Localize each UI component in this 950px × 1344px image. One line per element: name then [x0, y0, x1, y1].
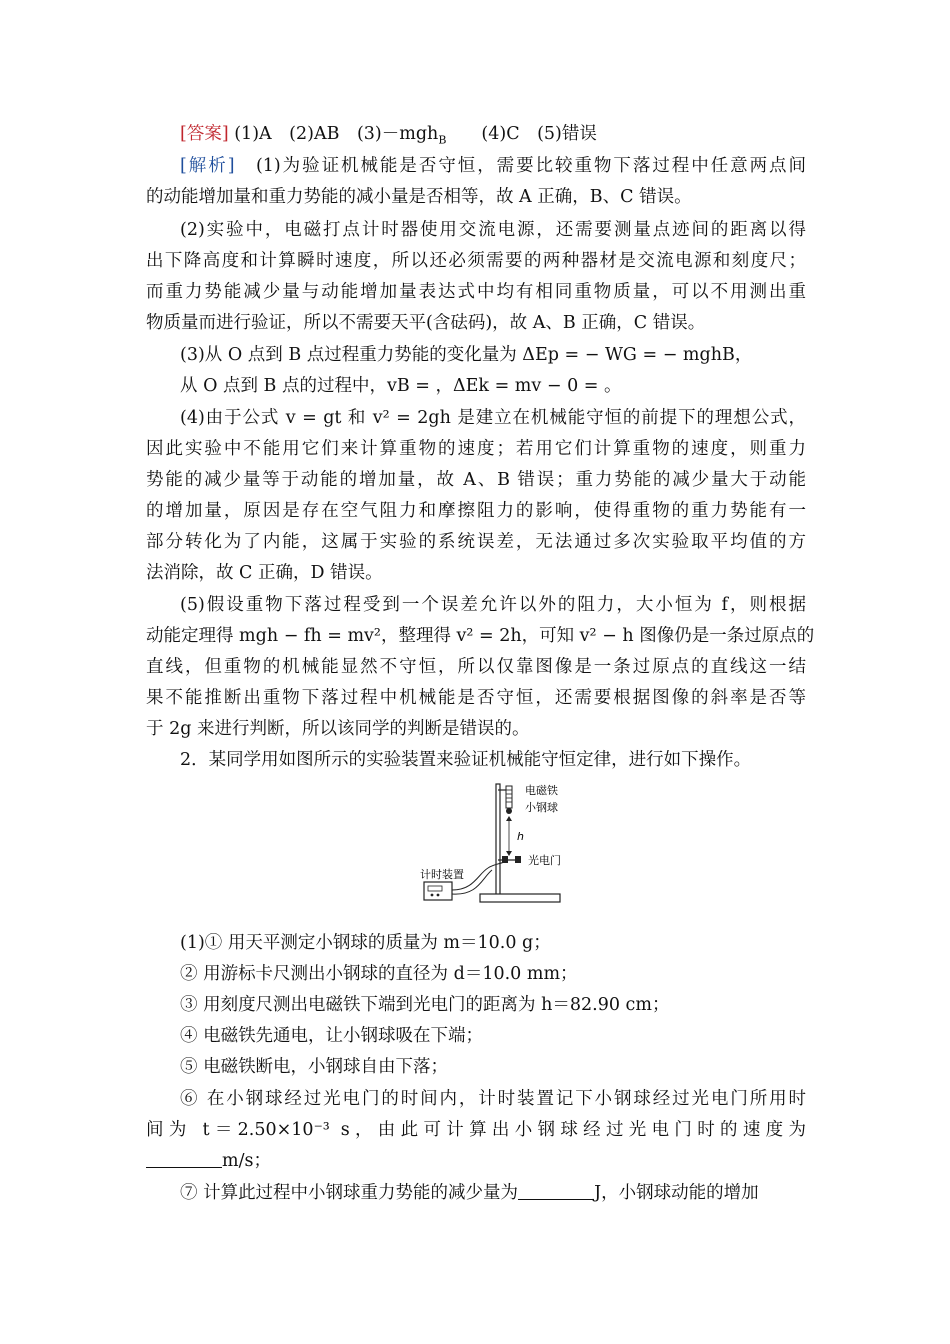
p4-line: 的增加量，原因是存在空气阻力和摩擦阻力的影响，使得重物的重力势能有一	[146, 501, 806, 521]
step-line: (1)① 用天平测定小钢球的质量为 m＝10.0 g；	[180, 933, 551, 953]
p5-line: 果不能推断出重物下落过程中机械能是否守恒，还需要根据图像的斜率是否等	[146, 688, 806, 708]
question2-intro: 2．某同学用如图所示的实验装置来验证机械能守恒定律，进行如下操作。	[180, 750, 752, 770]
p2-line: 出下降高度和计算瞬时速度，所以还必须需要的两种器材是交流电源和刻度尺；	[146, 251, 806, 271]
p5-line: (5)假设重物下落过程受到一个误差允许以外的阻力，大小恒为 f，则根据	[180, 595, 806, 615]
p4-line: 法消除，故 C 正确，D 错误。	[146, 563, 383, 583]
answer-line	[180, 122, 806, 153]
step-line: ⑥ 在小钢球经过光电门的时间内，计时装置记下小钢球经过光电门所用时	[180, 1089, 806, 1109]
step-text: J，小钢球动能的增加	[594, 1183, 759, 1203]
stand-base	[480, 894, 560, 902]
label-electromagnet: 电磁铁	[525, 784, 558, 797]
step-line: ② 用游标卡尺测出小钢球的直径为 d＝10.0 mm；	[180, 964, 578, 984]
p4-line: 势能的减少量等于动能的增加量，故 A、B 错误；重力势能的减少量大于动能	[146, 470, 806, 490]
analysis-tag: [解析]	[180, 156, 235, 176]
answer-blank[interactable]	[146, 1151, 222, 1168]
p4-line: 因此实验中不能用它们来计算重物的速度；若用它们计算重物的速度，则重力	[146, 439, 806, 459]
p3-line-2: 从 O 点到 B 点的过程中，vB = ，ΔEk = mv − 0 = 。	[180, 376, 622, 396]
p4-line: 部分转化为了内能，这属于实验的系统误差，无法通过多次实验取平均值的方	[146, 532, 806, 552]
p2-line: (2)实验中，电磁打点计时器使用交流电源，还需要测量点迹间的距离以得	[180, 220, 806, 240]
label-photogate: 光电门	[528, 854, 561, 867]
answer-sub: B	[438, 133, 447, 147]
stand-rod	[496, 784, 500, 896]
p2-line: 而重力势能减少量与动能增加量表达式中均有相同重物质量，可以不用测出重	[146, 282, 806, 302]
answer-text: (1)A (2)AB (3)－mgh	[234, 124, 439, 144]
p5-line: 直线，但重物的机械能显然不守恒，所以仅靠图像是一条过原点的直线这一结	[146, 657, 806, 677]
p5-line: 动能定理得 mgh − fh = mv²，整理得 v² = 2h，可知 v² − h 图像仍是一条过原点的	[146, 626, 815, 646]
p3-line-1: (3)从 O 点到 B 点过程重力势能的变化量为 ΔEp = − WG = − mghB，	[180, 345, 753, 365]
answer-tag: [答案]	[180, 124, 229, 144]
step-line-blank	[146, 1149, 806, 1173]
p5-line: 于 2g 来进行判断，所以该同学的判断是错误的。	[146, 719, 530, 739]
label-ball: 小钢球	[525, 801, 558, 814]
apparatus-figure	[418, 778, 586, 912]
step-line: ③ 用刻度尺测出电磁铁下端到光电门的距离为 h＝82.90 cm；	[180, 995, 670, 1015]
ball-icon	[506, 808, 512, 814]
label-timer: 计时装置	[420, 868, 464, 881]
analysis-text-1: (1)为验证机械能是否守恒，需要比较重物下落过程中任意两点间	[234, 156, 807, 176]
electromagnet-icon	[506, 786, 512, 808]
step-line: ④ 电磁铁先通电，让小钢球吸在下端；	[180, 1026, 484, 1046]
step-line-7	[180, 1181, 806, 1205]
step-text: ⑦ 计算此过程中小钢球重力势能的减少量为	[180, 1183, 519, 1203]
analysis-line-1	[180, 154, 806, 178]
answer-rest: (4)C (5)错误	[446, 124, 597, 144]
step-unit: m/s；	[222, 1151, 271, 1171]
p2-line: 物质量而进行验证，所以不需要天平(含砝码)，故 A、B 正确，C 错误。	[146, 313, 706, 333]
step-line: 间为 t＝2.50×10⁻³ s，由此可计算出小钢球经过光电门时的速度为	[146, 1120, 806, 1140]
label-h: h	[517, 830, 524, 843]
analysis-line-2: 的动能增加量和重力势能的减小量是否相等，故 A 正确，B、C 错误。	[146, 187, 692, 207]
p4-line: (4)由于公式 v = gt 和 v² = 2gh 是建立在机械能守恒的前提下的理想公式，	[180, 408, 806, 428]
step-line: ⑤ 电磁铁断电，小钢球自由下落；	[180, 1057, 449, 1077]
answer-blank[interactable]	[518, 1183, 594, 1200]
